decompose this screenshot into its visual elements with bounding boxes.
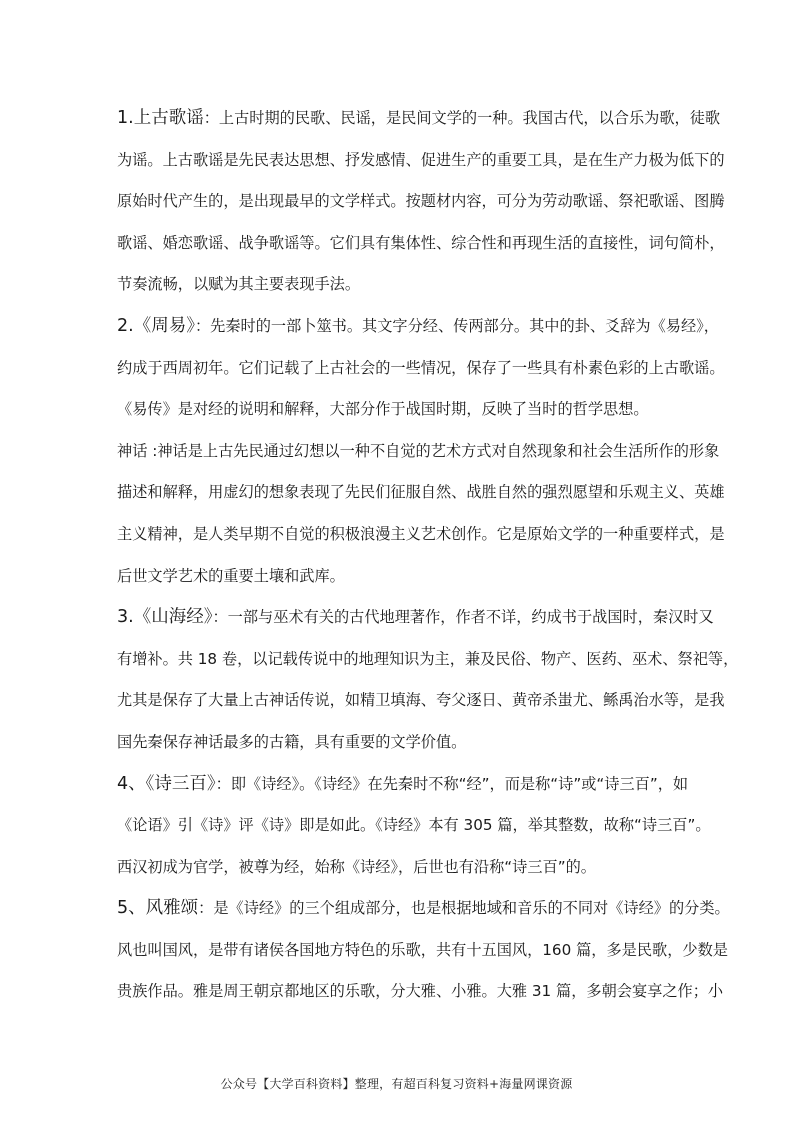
paragraph-text: ：上古时期的民歌、民谣，是民间文学的一种。我国古代，以合乐为歌，徒歌: [203, 109, 721, 127]
paragraph-line: 《论语》引《诗》评《诗》即是如此。《诗经》本有 305 篇，举其整数，故称“诗三百”。: [117, 816, 711, 835]
section-heading: 2.《周易》: [117, 315, 195, 336]
paragraph-line: 西汉初成为官学，被尊为经，始称《诗经》，后世也有沿称“诗三百”的。: [117, 857, 596, 876]
paragraph-text: ：先秦时的一部卜筮书。其文字分经、传两部分。其中的卦、爻辞为《易经》，: [194, 316, 719, 335]
section-heading: 3.《山海经》: [117, 607, 213, 628]
paragraph-line: 尤其是保存了大量上古神话传说，如精卫填海、夸父逐日、黄帝杀蚩尤、鲧禹治水等，是我: [117, 691, 725, 710]
paragraph-line: 节奏流畅，以赋为其主要表现手法。: [117, 275, 360, 294]
paragraph-line: 国先秦保存神话最多的古籍，具有重要的文学价值。: [117, 732, 467, 751]
paragraph-line: 风也叫国风，是带有诸侯各国地方特色的乐歌，共有十五国风，160 篇，多是民歌，少数是: [117, 940, 728, 959]
paragraph-line: 为谣。上古歌谣是先民表达思想、抒发感情、促进生产的重要工具，是在生产力极为低下的: [117, 150, 725, 169]
paragraph-line: 约成于西周初年。它们记载了上古社会的一些情况，保存了一些具有朴素色彩的上古歌谣。: [117, 358, 725, 377]
paragraph-line: 原始时代产生的，是出现最早的文学样式。按题材内容，可分为劳动歌谣、祭祀歌谣、图腾: [117, 192, 725, 211]
section-fengyasong: [117, 894, 730, 1019]
paragraph-line: 主义精神，是人类早期不自觉的积极浪漫主义艺术创作。它是原始文学的一种重要样式，是: [117, 524, 725, 543]
section-heading: 4、《诗三百》: [117, 773, 216, 794]
paragraph-line: 歌谣、婚恋歌谣、战争歌谣等。它们具有集体性、综合性和再现生活的直接性，词句简朴，: [117, 233, 725, 252]
paragraph-line: 描述和解释，用虚幻的想象表现了先民们征服自然、战胜自然的强烈愿望和乐观主义、英雄: [117, 483, 725, 502]
paragraph-line: [117, 770, 689, 812]
paragraph-line: 贵族作品。雅是周王朝京都地区的乐歌，分大雅、小雅。大雅 31 篇，多朝会宴享之作；小: [117, 982, 724, 1001]
section-shangu-geyao: [117, 104, 725, 312]
section-shisanbai: [117, 770, 711, 895]
page-footer: 公众号【大学百科资料】整理，有超百科复习资料+海量网课资源: [220, 1077, 573, 1091]
paragraph-line: [117, 603, 714, 645]
paragraph-line: 后世文学艺术的重要土壤和武库。: [117, 566, 345, 585]
section-shenhua: [117, 437, 725, 603]
section-heading: 1.上古歌谣: [117, 108, 204, 128]
paragraph-line: [117, 104, 721, 146]
section-heading: 5、风雅颂: [117, 898, 199, 919]
paragraph-line: [117, 894, 730, 936]
paragraph-text: ：一部与巫术有关的古代地理著作，作者不详，约成书于战国时，秦汉时又: [212, 608, 714, 627]
paragraph-text: ：是《诗经》的三个组成部分，也是根据地域和音乐的不同对《诗经》的分类。: [198, 899, 730, 918]
paragraph-text: ：即《诗经》。《诗经》在先秦时不称“经”，而是称“诗”或“诗三百”，如: [215, 774, 689, 793]
paragraph-line: 《易传》是对经的说明和解释，大部分作于战国时期，反映了当时的哲学思想。: [117, 400, 649, 419]
section-shanhaijing: [117, 603, 739, 769]
paragraph-line: 有增补。共 18 卷，以记载传说中的地理知识为主，兼及民俗、物产、医药、巫术、祭祀等，: [117, 649, 739, 668]
paragraph-line: 神话 :神话是上古先民通过幻想以一种不自觉的艺术方式对自然现象和社会生活所作的形象: [117, 441, 720, 460]
paragraph-line: [117, 312, 719, 354]
section-zhouyi: [117, 312, 725, 437]
document-body: [117, 104, 739, 1019]
